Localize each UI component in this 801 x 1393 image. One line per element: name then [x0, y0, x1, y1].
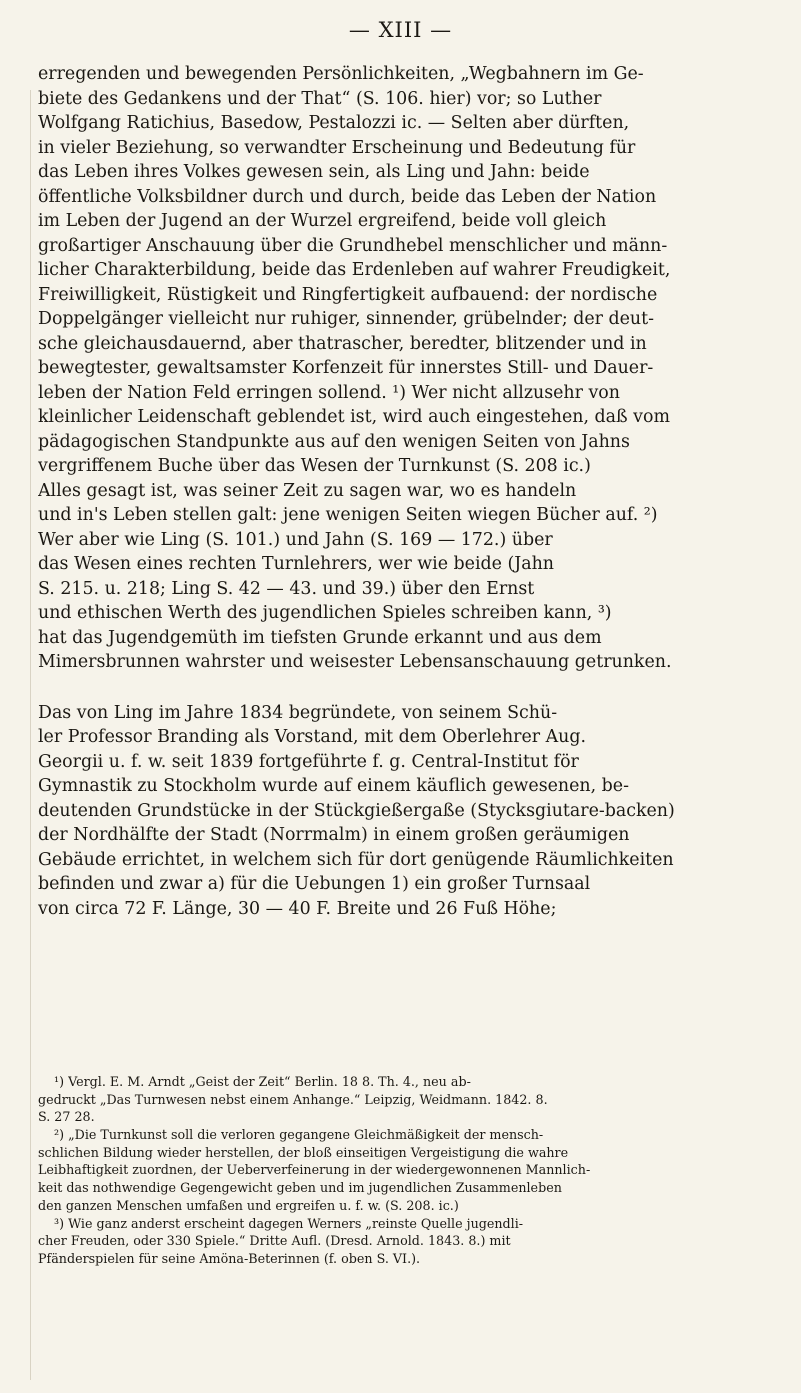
main-text: [38, 62, 766, 921]
text-line: sche gleichausdauernd, aber thatrascher, beredter, blitzender und in: [38, 333, 647, 354]
footnote-line: Pfänderspielen für seine Amöna-Beterinnen (f. oben S. VI.).: [38, 1250, 421, 1266]
text-line: Wer aber wie Ling (S. 101.) und Jahn (S. 169 — 172.) über: [38, 529, 553, 550]
paragraph-gap: [38, 675, 766, 701]
gutter-rule: [30, 90, 31, 1380]
text-line: leben der Nation Feld erringen sollend. ¹) Wer nicht allzusehr von: [38, 382, 620, 403]
text-line: Das von Ling im Jahre 1834 begründete, von seinem Schü-: [38, 702, 558, 723]
text-line: Wolfgang Ratichius, Basedow, Pestalozzi ic. — Selten aber dürften,: [38, 113, 630, 133]
text-line: Freiwilligkeit, Rüstigkeit und Ringfertigkeit aufbauend: der nordische: [38, 284, 658, 305]
text-line: öffentliche Volksbildner durch und durch, beide das Leben der Nation: [38, 186, 657, 207]
text-line: ler Professor Branding als Vorstand, mit dem Oberlehrer Aug.: [38, 727, 587, 747]
text-line: das Wesen eines rechten Turnlehrers, wer wie beide (Jahn: [38, 554, 555, 574]
footnote-3: ³) Wie ganz anderst erscheint dagegen Werners „reinste Quelle jugendli-: [54, 1215, 524, 1231]
text-line: in vieler Beziehung, so verwandter Erscheinung und Bedeutung für: [38, 137, 636, 158]
footnotes: [38, 1073, 766, 1268]
text-line: licher Charakterbildung, beide das Erdenleben auf wahrer Freudigkeit,: [38, 260, 671, 280]
text-line: pädagogischen Standpunkte aus auf den wenigen Seiten von Jahns: [38, 431, 630, 452]
footnote-line: S. 27 28.: [38, 1109, 95, 1125]
text-line: hat das Jugendgemüth im tiefsten Grunde erkannt und aus dem: [38, 627, 602, 648]
text-line: von circa 72 F. Länge, 30 — 40 F. Breite und 26 Fuß Höhe;: [38, 898, 557, 919]
text-line: Doppelgänger vielleicht nur ruhiger, sinnender, grübelnder; der deut-: [38, 309, 654, 329]
text-line: erregenden und bewegenden Persönlichkeiten, „Wegbahnern im Ge-: [38, 64, 644, 84]
text-line: Gymnastik zu Stockholm wurde auf einem käuflich gewesenen, be-: [38, 776, 629, 796]
text-line: Gebäude errichtet, in welchem sich für dort genügende Räumlichkeiten: [38, 849, 674, 870]
paragraph-1: [38, 62, 766, 675]
text-line: im Leben der Jugend an der Wurzel ergreifend, beide voll gleich: [38, 211, 607, 231]
text-line: Alles gesagt ist, was seiner Zeit zu sagen war, wo es handeln: [38, 480, 577, 501]
text-line: bewegtester, gewaltsamster Korfenzeit für innerstes Still- und Dauer-: [38, 358, 654, 378]
text-line: und in's Leben stellen galt: jene wenigen Seiten wiegen Bücher auf. ²): [38, 505, 658, 525]
footnote-line: keit das nothwendige Gegengewicht geben und im jugendlichen Zusammenleben: [38, 1180, 562, 1196]
text-line: vergriffenem Buche über das Wesen der Turnkunst (S. 208 ic.): [38, 456, 591, 476]
text-line: S. 215. u. 218; Ling S. 42 — 43. und 39.) über den Ernst: [38, 578, 535, 599]
paragraph-2: [38, 701, 766, 922]
text-line: Georgii u. f. w. seit 1839 fortgeführte f. g. Central-Institut för: [38, 751, 579, 772]
footnote-1: ¹) Vergl. E. M. Arndt „Geist der Zeit“ Berlin. 18 8. Th. 4., neu ab-: [54, 1074, 471, 1089]
text-line: das Leben ihres Volkes gewesen sein, als Ling und Jahn: beide: [38, 162, 590, 182]
text-line: großartiger Anschauung über die Grundhebel menschlicher und männ-: [38, 235, 668, 256]
text-line: befinden und zwar a) für die Uebungen 1) ein großer Turnsaal: [38, 874, 591, 894]
text-line: kleinlicher Leidenschaft geblendet ist, wird auch eingestehen, daß vom: [38, 407, 670, 427]
text-line: deutenden Grundstücke in der Stückgießergaße (Stycksgiutare-backen): [38, 800, 675, 821]
footnote-line: den ganzen Menschen umfaßen und ergreifen u. f. w. (S. 208. ic.): [38, 1197, 459, 1213]
footnote-line: schlichen Bildung wieder herstellen, der bloß einseitigen Vergeistigung die wahre: [38, 1144, 569, 1160]
page-header: — XIII —: [348, 18, 453, 42]
text-line: biete des Gedankens und der That“ (S. 106. hier) vor; so Luther: [38, 88, 602, 109]
footnote-line: cher Freuden, oder 330 Spiele.“ Dritte Aufl. (Dresd. Arnold. 1843. 8.) mit: [38, 1233, 511, 1249]
text-line: der Nordhälfte der Stadt (Norrmalm) in einem großen geräumigen: [38, 825, 630, 845]
footnote-line: Leibhaftigkeit zuordnen, der Ueberverfeinerung in der wiedergewonnenen Mannlich-: [38, 1162, 591, 1178]
text-line: und ethischen Werth des jugendlichen Spieles schreiben kann, ³): [38, 603, 612, 623]
footnote-line: gedruckt „Das Turnwesen nebst einem Anhange.“ Leipzig, Weidmann. 1842. 8.: [38, 1091, 548, 1107]
text-line: Mimersbrunnen wahrster und weisester Lebensanschauung getrunken.: [38, 652, 672, 672]
footnote-2: ²) „Die Turnkunst soll die verloren gegangene Gleichmäßigkeit der mensch-: [54, 1127, 544, 1143]
